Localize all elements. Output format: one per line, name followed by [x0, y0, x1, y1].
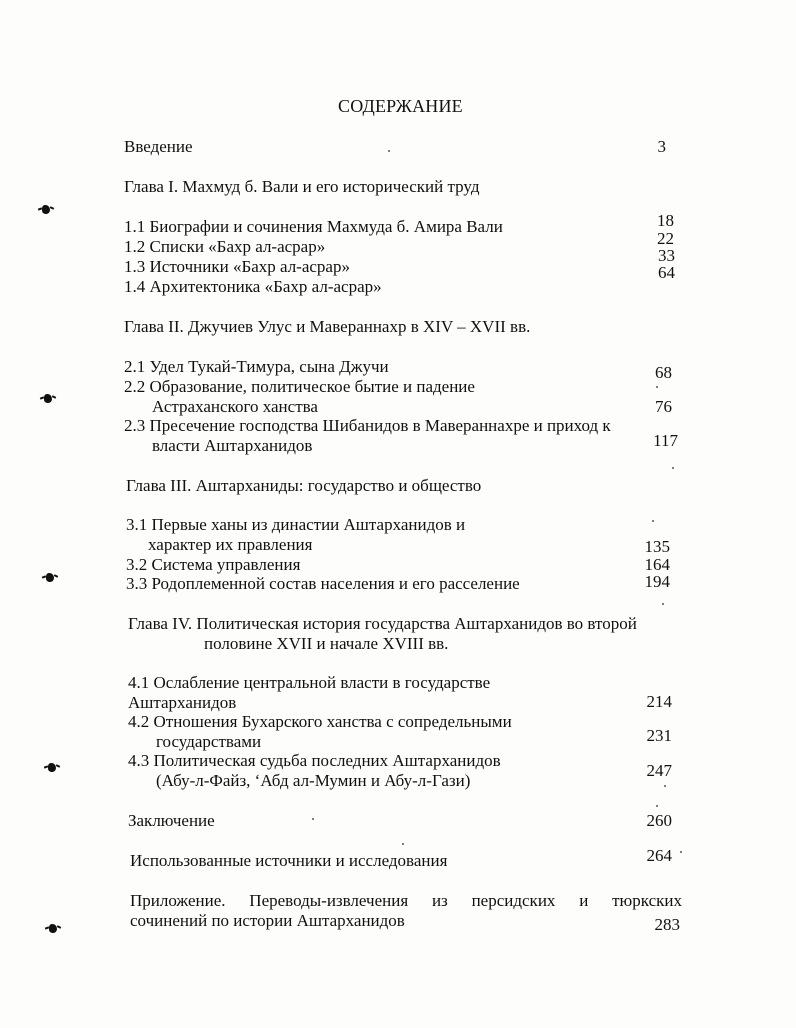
- toc-4-1-label-cont: Аштарханидов: [128, 693, 237, 712]
- toc-2-1-page: 68: [655, 363, 672, 382]
- scan-speck: [388, 150, 390, 152]
- toc-intro-page: 3: [657, 137, 666, 156]
- toc-1-1-page: 18: [657, 211, 674, 230]
- toc-3-1-label-cont: характер их правления: [148, 535, 313, 554]
- toc-appendix-page: 283: [654, 915, 680, 934]
- chapter-4-title: Глава IV. Политическая история государства Аштарханидов во второй: [128, 614, 637, 633]
- toc-4-3-label-cont: (Абу-л-Файз, ‘Абд ал-Мумин и Абу-л-Гази): [156, 771, 471, 790]
- toc-1-4-label: 1.4 Архитектоника «Бахр ал-асрар»: [124, 277, 382, 296]
- chapter-4-title-cont: половине XVII и начале XVIII вв.: [204, 634, 449, 653]
- toc-appendix-label-cont: сочинений по истории Аштарханидов: [130, 911, 405, 930]
- toc-1-2-label: 1.2 Списки «Бахр ал-асрар»: [124, 237, 326, 256]
- toc-4-1-page: 214: [646, 692, 672, 711]
- scan-speck: [656, 805, 658, 807]
- toc-3-3-label: 3.3 Родоплеменной состав населения и его расселение: [126, 574, 520, 593]
- chapter-2-title: Глава II. Джучиев Улус и Мавераннахр в XIV – XVII вв.: [124, 317, 531, 336]
- toc-conclusion-page: 260: [646, 811, 672, 830]
- toc-3-3-page: 194: [644, 572, 670, 591]
- punch-hole-mark: [42, 205, 50, 214]
- toc-3-1-page: 135: [644, 537, 670, 556]
- toc-conclusion-label: Заключение: [128, 811, 215, 830]
- toc-2-3-label-cont: власти Аштарханидов: [152, 436, 313, 455]
- scan-speck: [656, 386, 658, 388]
- punch-hole-mark: [44, 394, 52, 403]
- toc-2-2-page: 76: [655, 397, 672, 416]
- page-title: СОДЕРЖАНИЕ: [338, 96, 463, 116]
- chapter-1-title: Глава I. Махмуд б. Вали и его исторический труд: [124, 177, 480, 196]
- toc-4-2-label-cont: государствами: [156, 732, 262, 751]
- toc-3-1-label: 3.1 Первые ханы из династии Аштарханидов и: [126, 515, 466, 534]
- toc-2-3-page: 117: [653, 431, 678, 450]
- scan-speck: [680, 851, 682, 853]
- toc-3-2-label: 3.2 Система управления: [126, 555, 301, 574]
- scan-speck: [672, 467, 674, 469]
- punch-hole-mark: [48, 763, 56, 772]
- toc-2-2-label: 2.2 Образование, политическое бытие и падение: [124, 377, 475, 396]
- scan-speck: [652, 520, 654, 522]
- toc-sources-page: 264: [646, 846, 672, 865]
- toc-3-2-page: 164: [644, 555, 670, 574]
- toc-4-1-label: 4.1 Ослабление центральной власти в государстве: [128, 673, 491, 692]
- toc-appendix-label: Приложение. Переводы-извлечения из персидских и тюркских: [130, 891, 682, 910]
- toc-2-2-label-cont: Астраханского ханства: [152, 397, 318, 416]
- toc-1-3-page: 33: [658, 246, 675, 265]
- scan-speck: [312, 818, 314, 820]
- scan-speck: [402, 843, 404, 845]
- toc-4-2-label: 4.2 Отношения Бухарского ханства с сопредельными: [128, 712, 512, 731]
- toc-sources-label: Использованные источники и исследования: [130, 851, 448, 870]
- toc-4-2-page: 231: [646, 726, 672, 745]
- punch-hole-mark: [46, 573, 54, 582]
- toc-4-3-label: 4.3 Политическая судьба последних Аштарханидов: [128, 751, 501, 770]
- toc-4-3-page: 247: [646, 761, 672, 780]
- toc-2-1-label: 2.1 Удел Тукай-Тимура, сына Джучи: [124, 357, 389, 376]
- chapter-3-title: Глава III. Аштарханиды: государство и общество: [126, 476, 482, 495]
- scan-speck: [662, 603, 664, 605]
- toc-1-3-label: 1.3 Источники «Бахр ал-асрар»: [124, 257, 350, 276]
- toc-intro-label: Введение: [124, 137, 193, 156]
- toc-2-3-label: 2.3 Пресечение господства Шибанидов в Мавераннахре и приход к: [124, 416, 611, 435]
- punch-hole-mark: [49, 924, 57, 933]
- scan-speck: [664, 785, 666, 787]
- toc-1-2-page: 22: [657, 229, 674, 248]
- toc-1-1-label: 1.1 Биографии и сочинения Махмуда б. Амира Вали: [124, 217, 503, 236]
- toc-1-4-page: 64: [658, 263, 675, 282]
